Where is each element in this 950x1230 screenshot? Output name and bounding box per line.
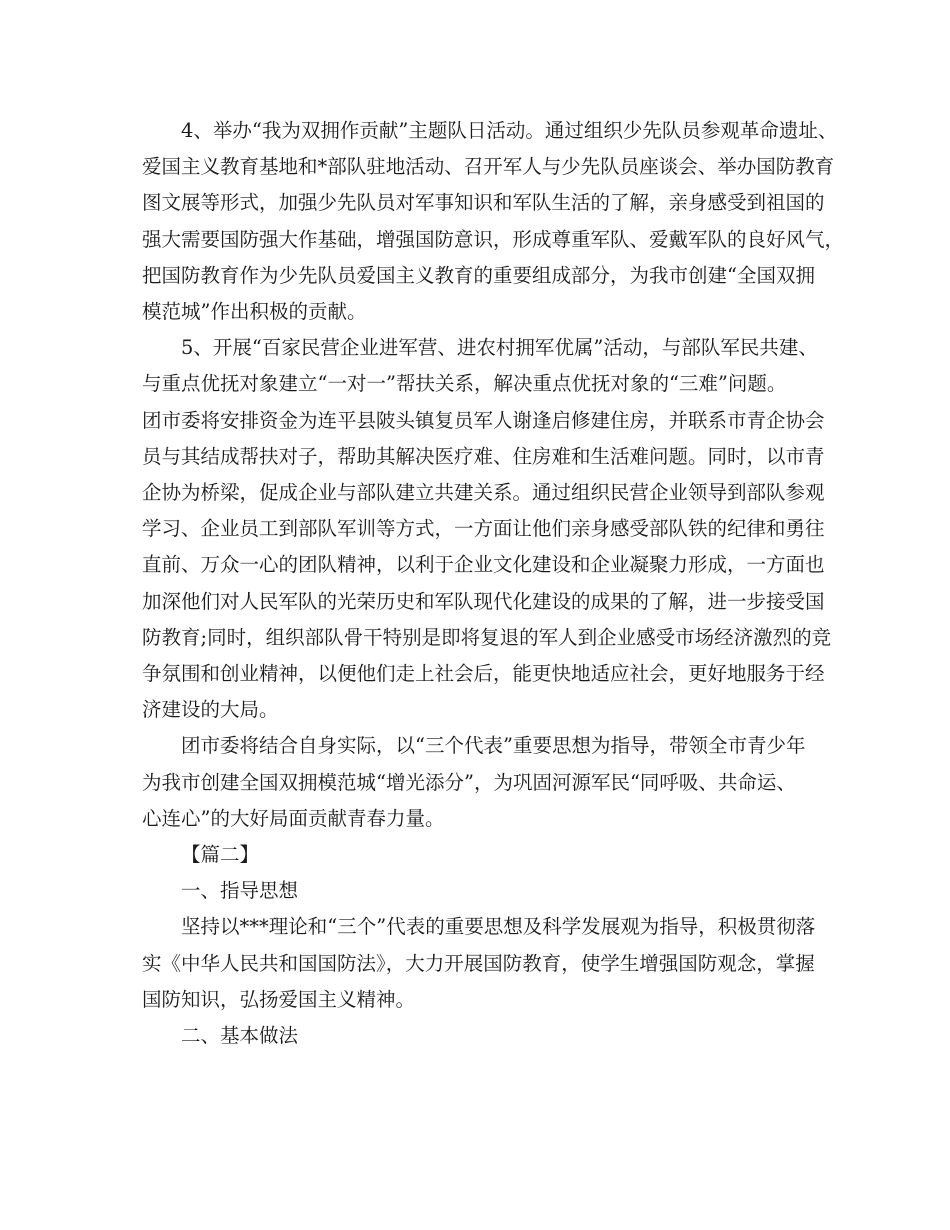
text-line: 与重点优抚对象建立“一对一”帮扶关系，解决重点优抚对象的“三难”问题。 [142, 372, 787, 396]
text-line: 心连心”的大好局面贡献青春力量。 [142, 806, 445, 830]
paragraph-closing [142, 728, 822, 837]
text-line: 团市委将安排资金为连平县陂头镇复员军人谢逢启修建住房，并联系市青企协会 [142, 408, 825, 432]
text-line: 5、开展“百家民营企业进军营、进农村拥军优属”活动，与部队军民共建、 [181, 336, 818, 360]
document-body [142, 113, 845, 1054]
heading-guiding-principle: 一、指导思想 [181, 879, 299, 903]
text-line: 团市委将结合自身实际，以“三个代表”重要思想为指导，带领全市青少年 [181, 734, 806, 758]
text-line: 模范城”作出积极的贡献。 [142, 300, 367, 324]
heading-basic-approach: 二、基本做法 [181, 1024, 299, 1048]
text-line: 防教育;同时，组织部队骨干特别是即将复退的军人到企业感受市场经济激烈的竞 [142, 625, 832, 649]
text-line: 为我市创建全国双拥模范城“增光添分”，为巩固河源军民“同呼吸、共命运、 [142, 770, 796, 794]
text-line: 学习、企业员工到部队军训等方式，一方面让他们亲身感受部队铁的纪律和勇往 [142, 517, 825, 541]
text-line: 济建设的大局。 [142, 698, 279, 722]
text-line: 国防知识，弘扬爱国主义精神。 [142, 987, 416, 1011]
text-line: 争氛围和创业精神，以便他们走上社会后，能更快地适应社会，更好地服务于经 [142, 662, 825, 686]
section-title: 【篇二】 [181, 843, 260, 867]
text-line: 把国防教育作为少先队员爱国主义教育的重要组成部分，为我市创建“全国双拥 [142, 263, 815, 287]
text-line: 直前、万众一心的团队精神，以利于企业文化建设和企业凝聚力形成，一方面也 [142, 553, 825, 577]
text-line: 加深他们对人民军队的光荣历史和军队现代化建设的成果的了解，进一步接受国 [142, 589, 825, 613]
text-line: 4、举办“我为双拥作贡献”主题队日活动。通过组织少先队员参观革命遗址、 [181, 119, 838, 142]
text-line: 实《中华人民共和国国防法》，大力开展国防教育，使学生增强国防观念，掌握 [142, 951, 815, 975]
text-line: 坚持以***理论和“三个”代表的重要思想及科学发展观为指导，积极贯彻落 [181, 915, 816, 939]
text-line: 强大需要国防强大作基础，增强国防意识，形成尊重军队、爱戴军队的良好风气， [142, 227, 845, 251]
text-line: 企协为桥梁，促成企业与部队建立共建关系。通过组织民营企业领导到部队参观 [142, 481, 825, 505]
paragraph-item-4 [142, 113, 845, 330]
text-line: 爱国主义教育基地和*部队驻地活动、召开军人与少先队员座谈会、举办国防教育 [142, 155, 835, 179]
text-line: 图文展等形式，加强少先队员对军事知识和军队生活的了解，亲身感受到祖国的 [142, 191, 825, 215]
paragraph-item-5 [142, 330, 832, 728]
text-line: 员与其结成帮扶对子，帮助其解决医疗难、住房难和生活难问题。同时，以市青 [142, 444, 825, 468]
paragraph-guiding-principle [142, 909, 822, 1018]
